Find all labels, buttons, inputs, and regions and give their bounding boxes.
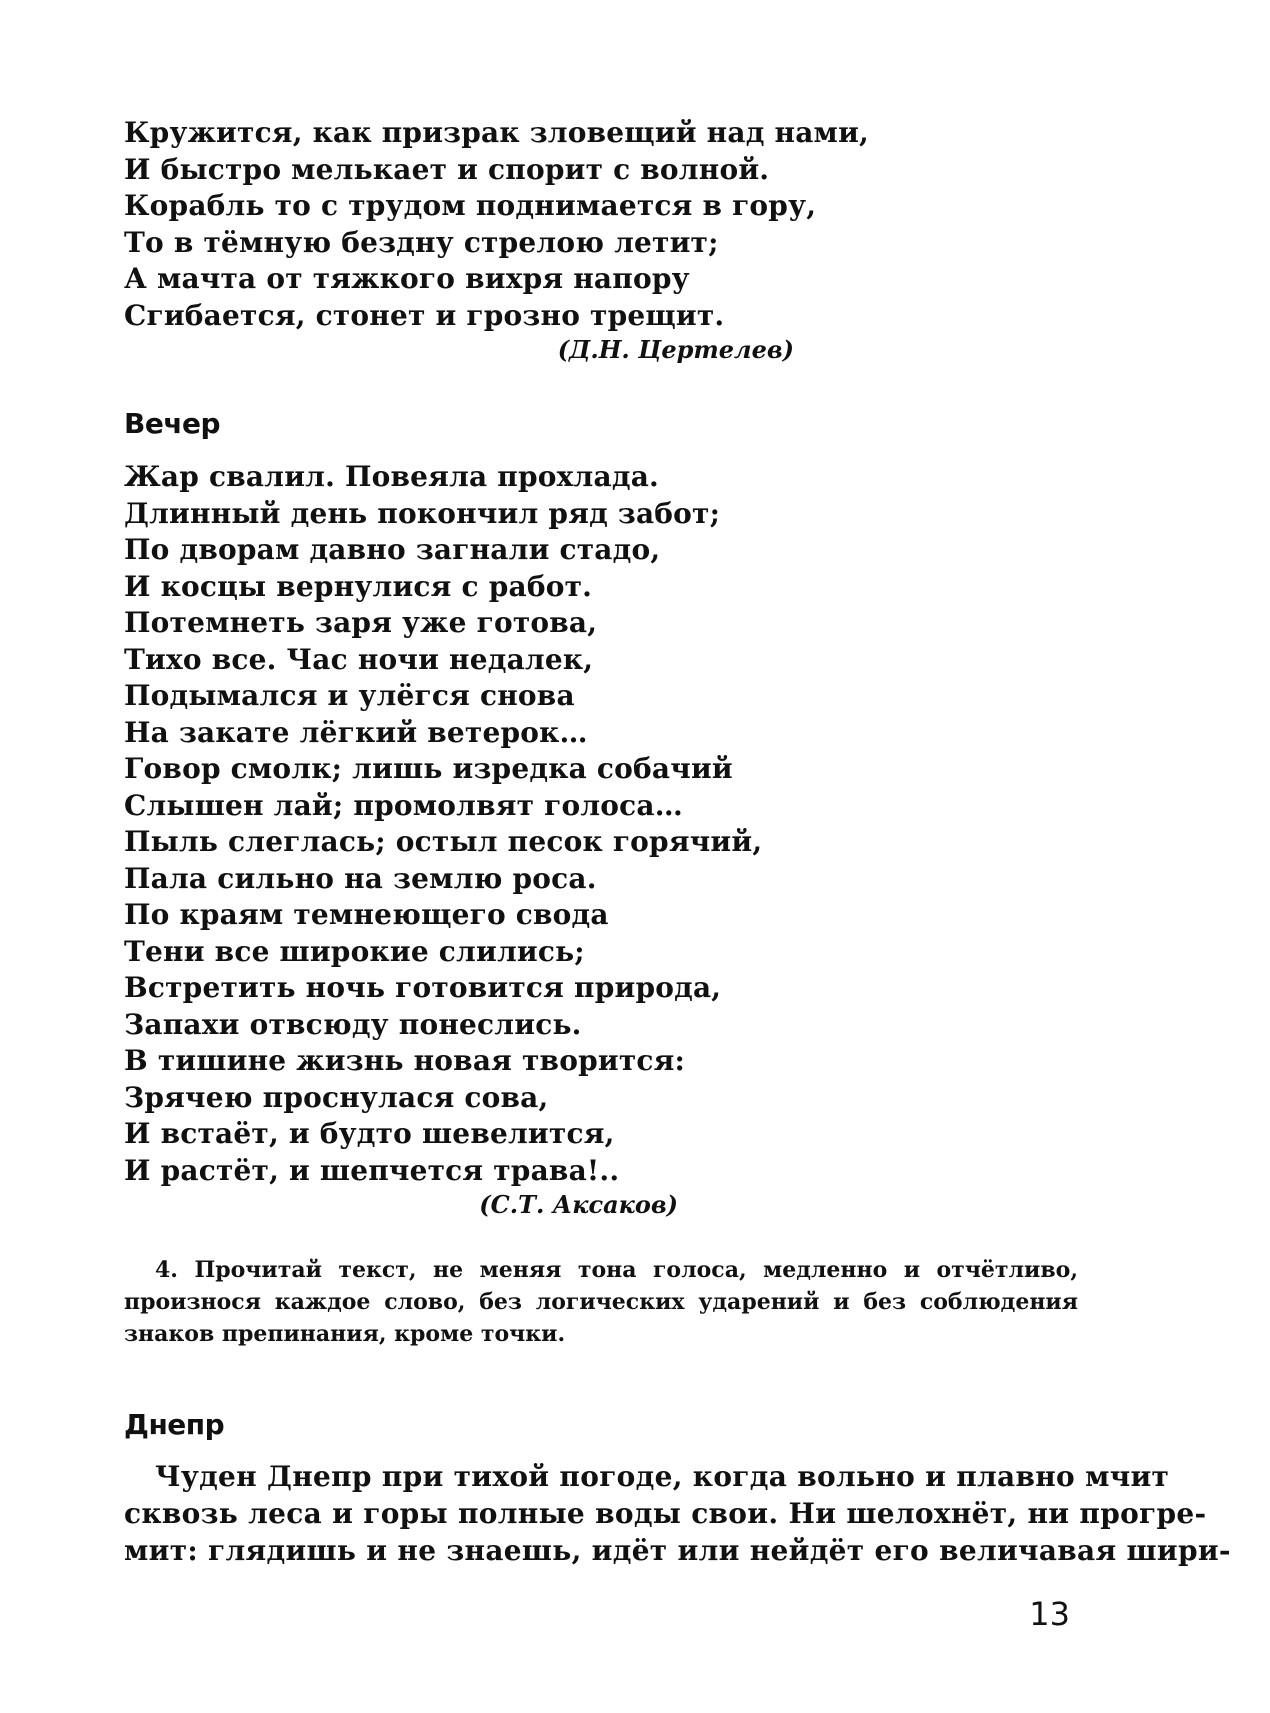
poem-line: Встретить ночь готовится природа, (124, 971, 722, 1004)
poem-line: И встаёт, и будто шевелится, (124, 1117, 615, 1150)
section-title-evening: Вечер (124, 407, 221, 440)
poem-line: По дворам давно загнали стадо, (124, 533, 661, 566)
poem-line: Корабль то с трудом поднимается в гору, (124, 189, 817, 222)
poem-storm (124, 115, 884, 334)
paragraph-line: сквозь леса и горы полные воды свои. Ни шелохнёт, ни прогре- (124, 1497, 1207, 1530)
poem-line: Говор смолк; лишь изредка собачий (124, 752, 733, 785)
poem-storm-attribution: (Д.Н. Цертелев) (557, 335, 794, 364)
poem-line: Длинный день покончил ряд забот; (124, 496, 721, 530)
poem-line: Подымался и улёгся снова (124, 679, 575, 712)
poem-line: Сгибается, стонет и грозно трещит. (124, 298, 725, 332)
paragraph-line: мит: глядишь и не знаешь, идёт или нейдёт его величавая шири- (124, 1534, 1231, 1567)
poem-line: И косцы вернулися с работ. (124, 569, 593, 603)
poem-line: Пала сильно на землю роса. (124, 861, 597, 895)
dnepr-paragraph (124, 1458, 1231, 1569)
poem-line: По краям темнеющего свода (124, 898, 609, 931)
poem-evening-attribution: (С.Т. Аксаков) (479, 1190, 678, 1219)
paragraph-line: Чуден Днепр при тихой погоде, когда вольно и плавно мчит (155, 1460, 1170, 1493)
poem-evening (124, 459, 884, 1189)
poem-line: То в тёмную бездну стрелою летит; (124, 225, 719, 259)
poem-line: Пыль слеглась; остыл песок горячий, (124, 825, 763, 858)
poem-line: И быстро мелькает и спорит с волной. (124, 152, 770, 186)
poem-line: Жар свалил. Повеяла прохлада. (124, 460, 659, 493)
poem-line: Зрячею проснулася сова, (124, 1080, 549, 1114)
task-instruction: 4. Прочитай текст, не меняя тона голоса, медленно и отчётливо, произнося каждое слово, без логических ударений и без соблюдения знаков препинания, кроме точки. (124, 1257, 1078, 1347)
poem-line: Тихо все. Час ночи недалек, (124, 642, 594, 676)
poem-line: И растёт, и шепчется трава!.. (124, 1153, 620, 1187)
section-title-dnepr: Днепр (124, 1408, 225, 1441)
poem-line: На закате лёгкий ветерок… (124, 715, 588, 749)
poem-line: Слышен лай; промолвят голоса… (124, 788, 683, 822)
poem-line: А мачта от тяжкого вихря напору (124, 262, 690, 295)
poem-line: Запахи отвсюду понеслись. (124, 1007, 582, 1041)
poem-line: В тишине жизнь новая творится: (124, 1044, 686, 1077)
page-number: 13 (1029, 1595, 1070, 1633)
poem-line: Кружится, как призрак зловещий над нами, (124, 116, 869, 149)
poem-line: Тени все широкие слились; (124, 934, 585, 968)
poem-line: Потемнеть заря уже готова, (124, 606, 598, 639)
